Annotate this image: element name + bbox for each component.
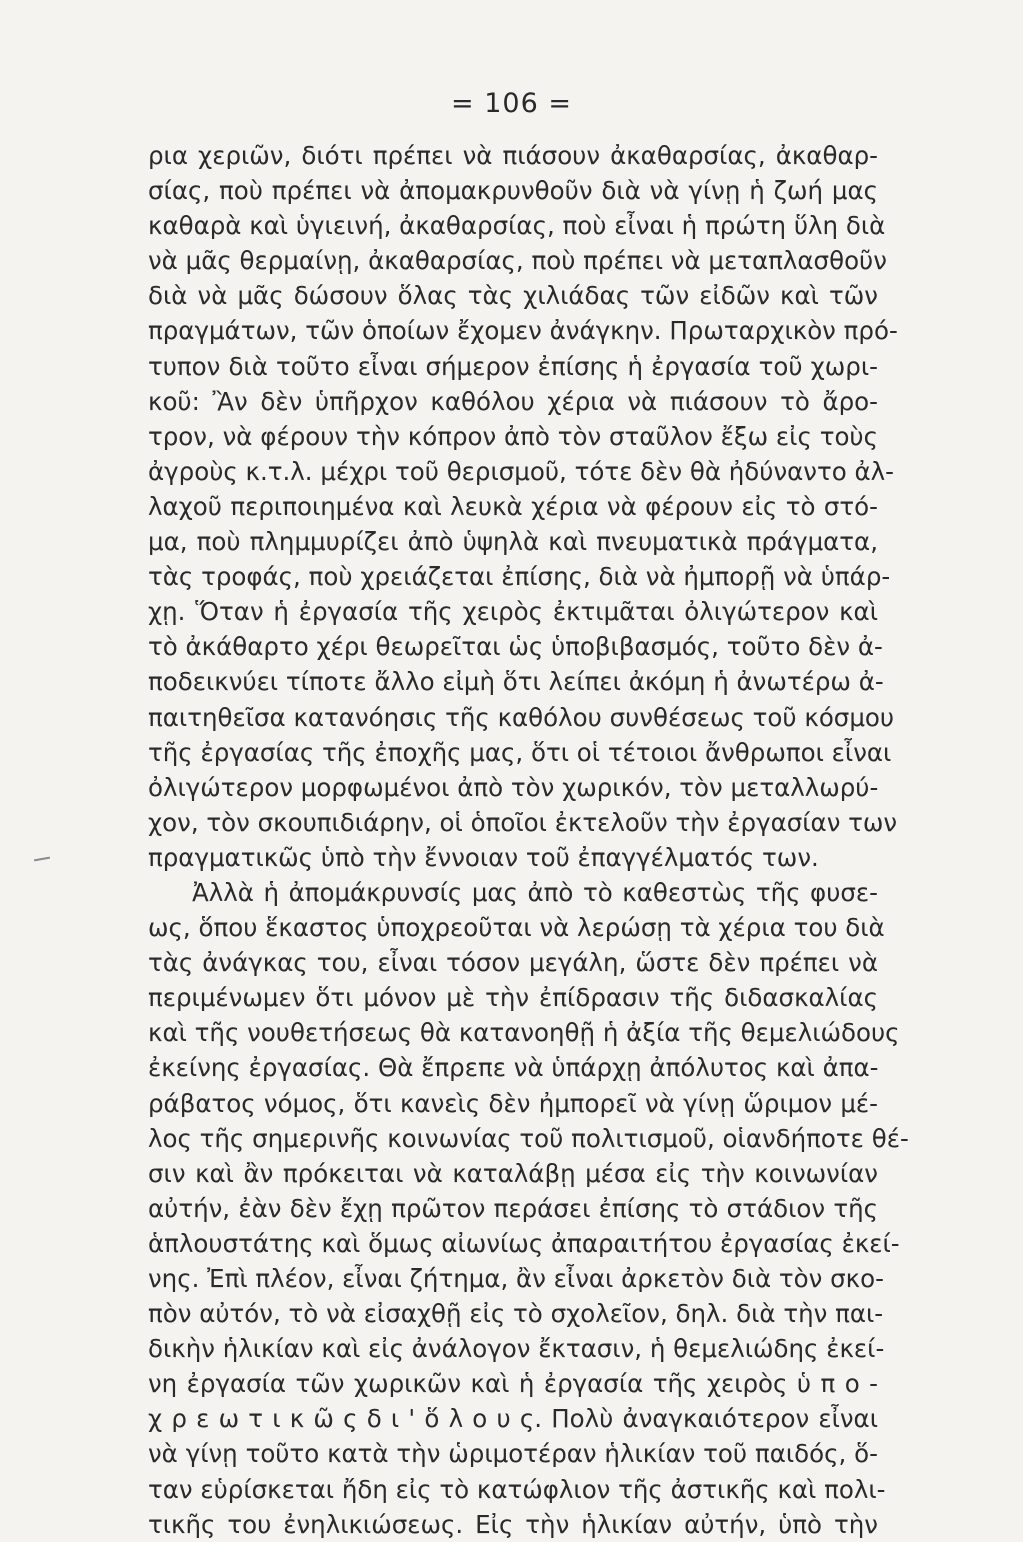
text-line: ράβατος νόμος, ὅτι κανεὶς δὲν ἠμπορεῖ νὰ γίνῃ ὥριμον μέ-	[148, 1088, 878, 1118]
text-line: χ ρ ε ω τ ι κ ῶ ς δ ι ' ὅ λ ο υ ς. Πολὺ ἀναγκαιότερον εἶναι	[148, 1404, 878, 1434]
text-line: αὐτήν, ἐὰν δὲν ἔχῃ πρῶτον περάσει ἐπίσης τὸ στάδιον τῆς	[148, 1193, 878, 1223]
text-line: τρον, νὰ φέρουν τὴν κόπρον ἀπὸ τὸν σταῦλον ἔξω εἰς τοὺς	[148, 421, 878, 451]
text-line: πραγμάτων, τῶν ὁποίων ἔχομεν ἀνάγκην. Πρωταρχικὸν πρό-	[148, 316, 898, 346]
text-line: νης. Ἐπὶ πλέον, εἶναι ζήτημα, ἂν εἶναι ἀρκετὸν διὰ τὸν σκο-	[148, 1264, 884, 1293]
text-line: σίας, ποὺ πρέπει νὰ ἀπομακρυνθοῦν διὰ νὰ γίνῃ ἡ ζωή μας	[148, 176, 878, 206]
text-line: τὰς τροφάς, ποὺ χρειάζεται ἐπίσης, διὰ νὰ ἠμπορῇ νὰ ὑπάρ-	[148, 562, 891, 592]
text-line: μα, ποὺ πλημμυρίζει ἀπὸ ὑψηλὰ καὶ πνευματικὰ πράγματα,	[148, 527, 878, 557]
text-line: πραγματικῶς ὑπὸ τὴν ἔννοιαν τοῦ ἐπαγγέλματός των.	[148, 842, 819, 872]
text-line: πὸν αὐτόν, τὸ νὰ εἰσαχθῇ εἰς τὸ σχολεῖον, δηλ. διὰ τὴν παι-	[148, 1299, 884, 1329]
text-line: λος τῆς σημερινῆς κοινωνίας τοῦ πολιτισμοῦ, οἱανδήποτε θέ-	[148, 1123, 909, 1153]
text-line: χον, τὸν σκουπιδιάρην, οἱ ὁποῖοι ἐκτελοῦν τὴν ἐργασίαν των	[148, 807, 898, 837]
text-line: τὰς ἀνάγκας του, εἶναι τόσον μεγάλη, ὥστε δὲν πρέπει νὰ	[148, 948, 878, 978]
text-line: διὰ νὰ μᾶς δώσουν ὅλας τὰς χιλιάδας τῶν εἰδῶν καὶ τῶν	[148, 281, 878, 311]
text-line: τὸ ἀκάθαρτο χέρι θεωρεῖται ὡς ὑποβιβασμός, τοῦτο δὲν ἀ-	[148, 632, 883, 662]
text-line: Ἀλλὰ ἡ ἀπομάκρυνσίς μας ἀπὸ τὸ καθεστὼς τῆς φυσε-	[192, 877, 878, 907]
body-text	[148, 138, 909, 1542]
text-line: ταν εὑρίσκεται ἤδη εἰς τὸ κατώφλιον τῆς ἀστικῆς καὶ πολι-	[148, 1474, 886, 1504]
text-line: καὶ τῆς νουθετήσεως θὰ κατανοηθῇ ἡ ἀξία τῆς θεμελιώδους	[148, 1018, 900, 1048]
text-line: δικὴν ἡλικίαν καὶ εἰς ἀνάλογον ἔκτασιν, ἡ θεμελιώδης ἐκεί-	[148, 1334, 885, 1364]
text-line: ἐκείνης ἐργασίας. Θὰ ἔπρεπε νὰ ὑπάρχῃ ἀπόλυτος καὶ ἀπα-	[148, 1053, 879, 1083]
text-line: ἀγροὺς κ.τ.λ. μέχρι τοῦ θερισμοῦ, τότε δὲν θὰ ἠδύναντο ἀλ-	[148, 456, 895, 486]
text-line: χῃ. Ὅταν ἡ ἐργασία τῆς χειρὸς ἐκτιμᾶται ὀλιγώτερον καὶ	[148, 597, 878, 627]
margin-mark	[34, 857, 50, 862]
text-line: νη ἐργασία τῶν χωρικῶν καὶ ἡ ἐργασία τῆς χειρὸς ὑ π ο -	[148, 1369, 878, 1399]
text-line: ὀλιγώτερον μορφωμένοι ἀπὸ τὸν χωρικόν, τὸν μεταλλωρύ-	[148, 772, 879, 802]
text-line: τῆς ἐργασίας τῆς ἐποχῆς μας, ὅτι οἱ τέτοιοι ἄνθρωποι εἶναι	[148, 737, 892, 767]
text-line: νὰ γίνῃ τοῦτο κατὰ τὴν ὡριμοτέραν ἡλικίαν τοῦ παιδός, ὅ-	[148, 1439, 878, 1469]
text-line: περιμένωμεν ὅτι μόνον μὲ τὴν ἐπίδρασιν τῆς διδασκαλίας	[148, 983, 878, 1013]
text-line: ποδεικνύει τίποτε ἄλλο εἰμὴ ὅτι λείπει ἀκόμη ἡ ἀνωτέρω ἀ-	[148, 667, 884, 697]
text-line: καθαρὰ καὶ ὑγιεινή, ἀκαθαρσίας, ποὺ εἶναι ἡ πρώτη ὕλη διὰ	[148, 211, 886, 241]
text-line: λαχοῦ περιποιημένα καὶ λευκὰ χέρια νὰ φέρουν εἰς τὸ στό-	[148, 491, 878, 521]
text-line: νὰ μᾶς θερμαίνῃ, ἀκαθαρσίας, ποὺ πρέπει νὰ μεταπλασθοῦν	[148, 246, 887, 276]
text-line: τυπον διὰ τοῦτο εἶναι σήμερον ἐπίσης ἡ ἐργασία τοῦ χωρι-	[148, 351, 878, 381]
text-line: ως, ὅπου ἕκαστος ὑποχρεοῦται νὰ λερώσῃ τὰ χέρια του διὰ	[148, 913, 885, 943]
text-line: ἁπλουστάτης καὶ ὅμως αἰωνίως ἀπαραιτήτου ἐργασίας ἐκεί-	[148, 1228, 900, 1258]
text-line: σιν καὶ ἂν πρόκειται νὰ καταλάβῃ μέσα εἰς τὴν κοινωνίαν	[148, 1158, 878, 1188]
text-line: ρια χεριῶν, διότι πρέπει νὰ πιάσουν ἀκαθαρσίας, ἀκαθαρ-	[148, 141, 878, 170]
text-line: παιτηθεῖσα κατανόησις τῆς καθόλου συνθέσεως τοῦ κόσμου	[148, 702, 895, 732]
text-line: κοῦ: Ἂν δὲν ὑπῆρχον καθόλου χέρια νὰ πιάσουν τὸ ἄρο-	[148, 386, 878, 416]
page-number: = 106 =	[451, 88, 572, 119]
text-line: τικῆς του ἐνηλικιώσεως. Εἰς τὴν ἡλικίαν αὐτήν, ὑπὸ τὴν	[148, 1509, 878, 1539]
